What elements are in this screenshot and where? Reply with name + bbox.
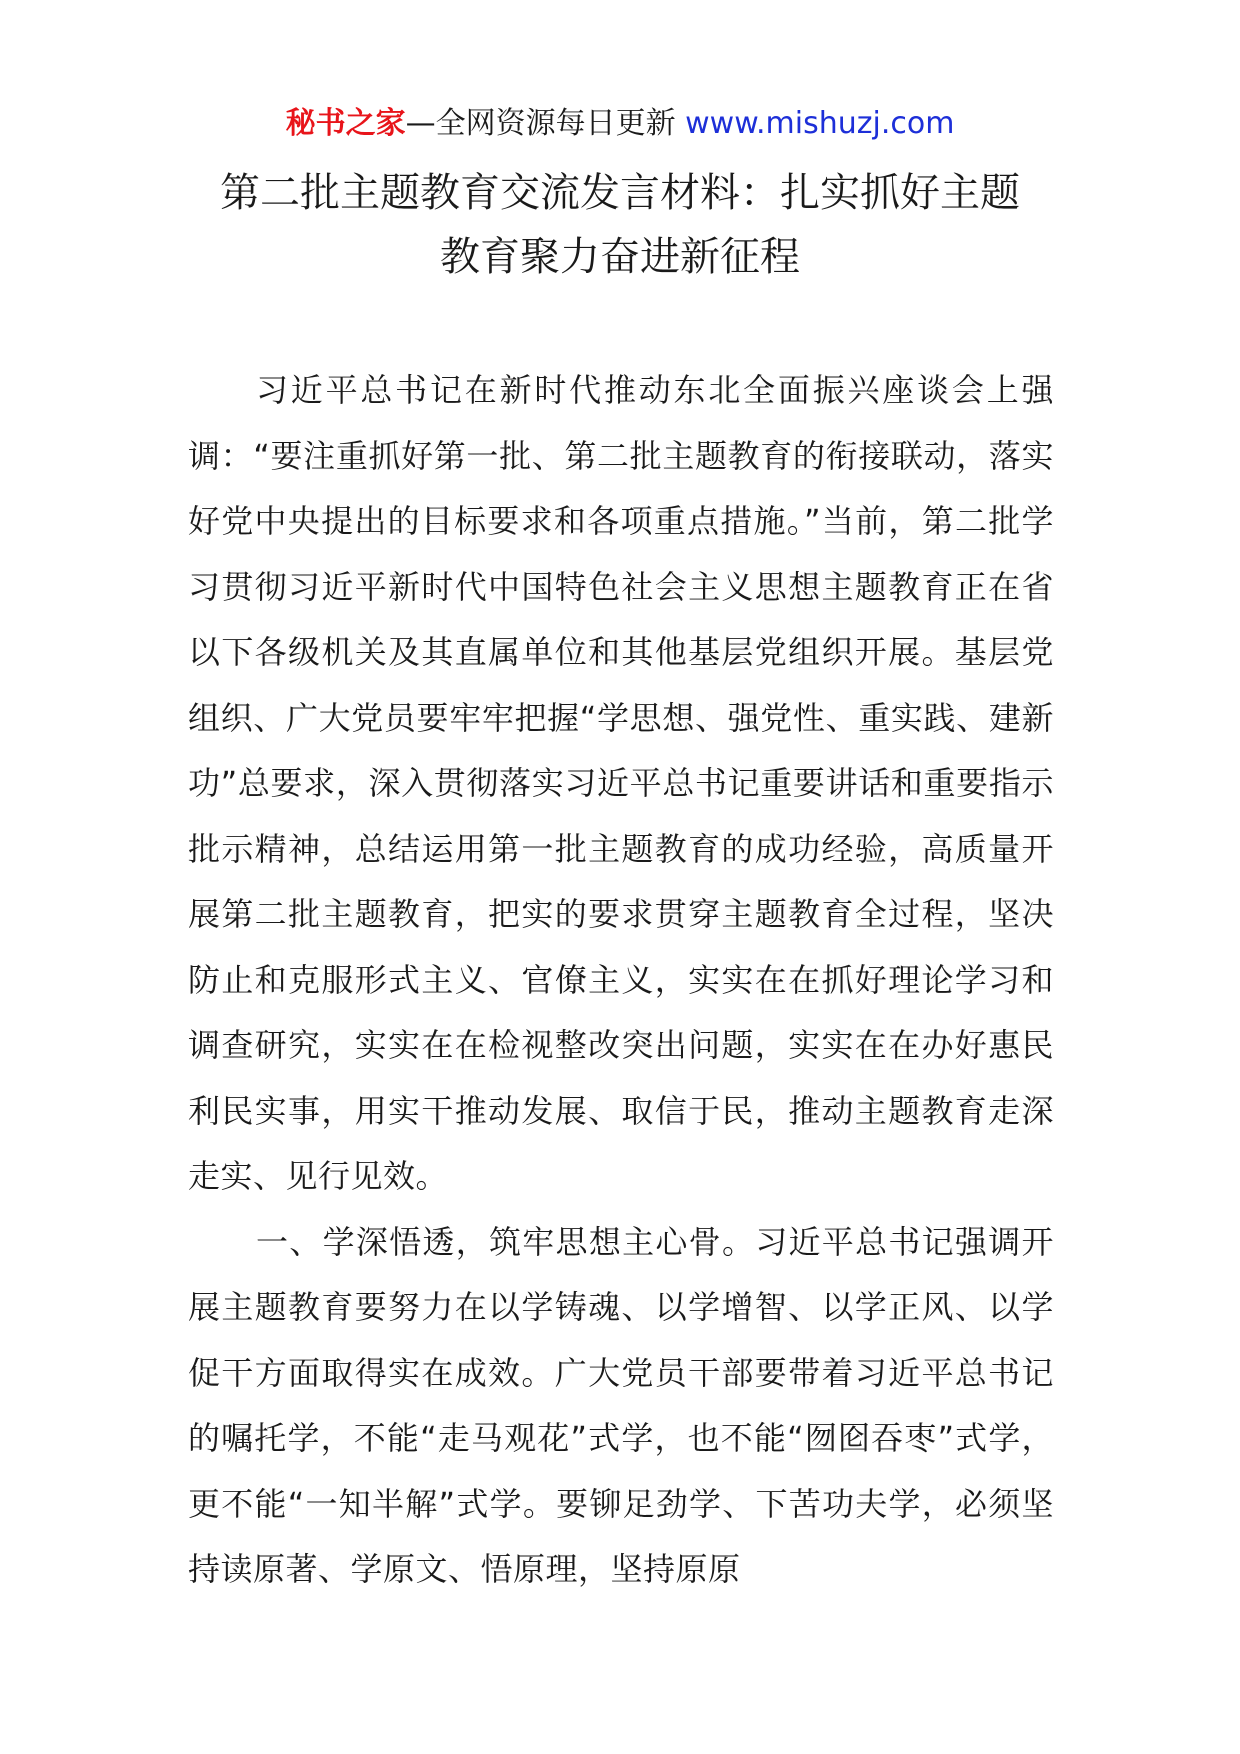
site-brand: 秘书之家 (285, 106, 406, 141)
document-title (0, 161, 1240, 289)
document-title-line-2: 教育聚力奋进新征程 (440, 234, 800, 280)
site-slogan: —全网资源每日更新 (405, 106, 686, 141)
document-title-line-1: 第二批主题教育交流发言材料：扎实抓好主题 (220, 170, 1020, 216)
site-url-link[interactable]: www.mishuzj.com (685, 106, 955, 141)
site-header (0, 104, 1240, 144)
body-paragraph-section-1: 一、学深悟透，筑牢思想主心骨。习近平总书记强调开展主题教育要努力在以学铸魂、以学增智、以学正风、以学促干方面取得实在成效。广大党员干部要带着习近平总书记的嘱托学，不能“走马观花”式学，也不能“囫囵吞枣”式学，更不能“一知半解”式学。要铆足劲学、下苦功夫学，必须坚持读原著、学原文、悟原理，坚持原原 (188, 1222, 1054, 1588)
document-body (188, 358, 1054, 1603)
body-paragraph-intro: 习近平总书记在新时代推动东北全面振兴座谈会上强调：“要注重抓好第一批、第二批主题教育的衔接联动，落实好党中央提出的目标要求和各项重点措施。”当前，第二批学习贯彻习近平新时代中国特色社会主义思想主题教育正在省以下各级机关及其直属单位和其他基层党组织开展。基层党组织、广大党员要牢牢把握“学思想、强党性、重实践、建新功”总要求，深入贯彻落实习近平总书记重要讲话和重要指示批示精神，总结运用第一批主题教育的成功经验，高质量开展第二批主题教育，把实的要求贯穿主题教育全过程，坚决防止和克服形式主义、官僚主义，实实在在抓好理论学习和调查研究，实实在在检视整改突出问题，实实在在办好惠民利民实事，用实干推动发展、取信于民，推动主题教育走深走实、见行见效。 (188, 371, 1054, 1195)
